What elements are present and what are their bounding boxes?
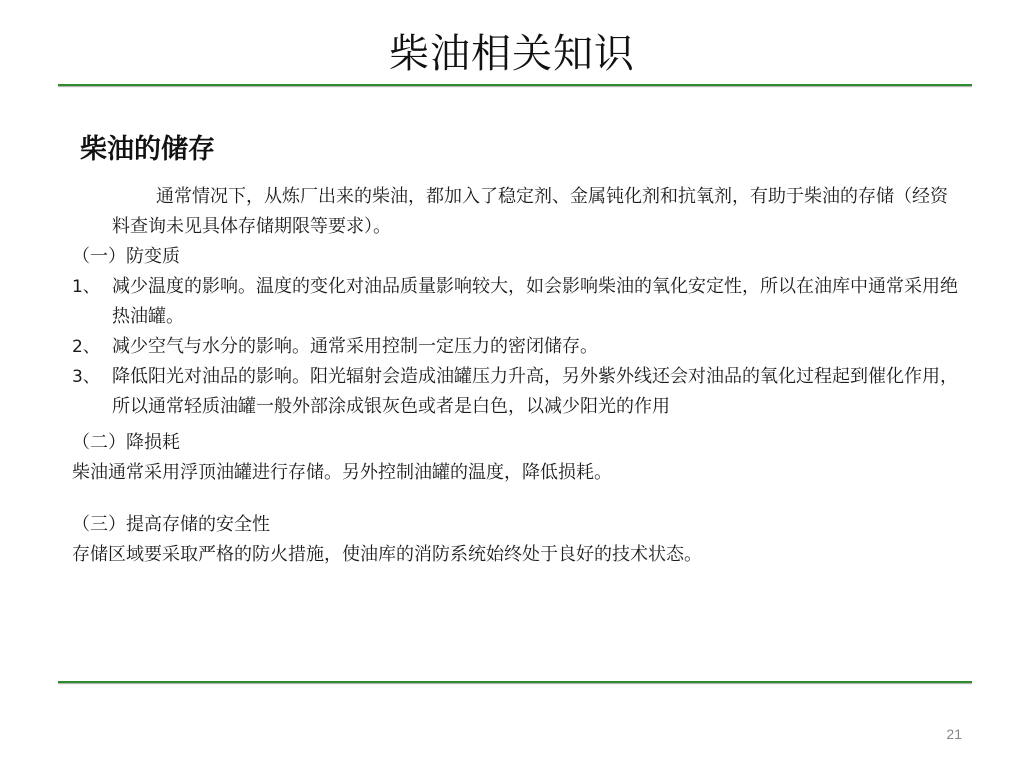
list-item-number: 2、	[72, 337, 100, 357]
page-number: 21	[946, 726, 962, 742]
list-item-text: 减少温度的影响。温度的变化对油品质量影响较大，如会影响柴油的氧化安定性，所以在油库中通常采用绝热油罐。	[112, 276, 958, 327]
list-item	[72, 332, 962, 362]
list-item-number: 3、	[72, 367, 100, 387]
list-item-text: 减少空气与水分的影响。通常采用控制一定压力的密闭储存。	[112, 336, 598, 357]
list-item	[72, 362, 962, 422]
list-item	[72, 272, 962, 332]
slide-title: 柴油相关知识	[389, 31, 635, 77]
list-item-number: 1、	[72, 277, 100, 297]
top-divider	[58, 84, 972, 86]
slide-body	[72, 182, 962, 570]
part3-text: 存储区域要采取严格的防火措施，使油库的消防系统始终处于良好的技术状态。	[72, 544, 702, 565]
section-heading: 柴油的储存	[80, 134, 215, 165]
part3-heading: （三）提高存储的安全性	[72, 514, 270, 535]
intro-paragraph: 通常情况下，从炼厂出来的柴油，都加入了稳定剂、金属钝化剂和抗氧剂，有助于柴油的存储（经资料查询未见具体存储期限等要求）。	[112, 186, 948, 237]
part2-heading: （二）降损耗	[72, 432, 180, 453]
part2-text: 柴油通常采用浮顶油罐进行存储。另外控制油罐的温度，降低损耗。	[72, 462, 612, 483]
part1-heading: （一）防变质	[72, 246, 180, 267]
spacer	[72, 488, 962, 510]
bottom-divider	[58, 681, 972, 683]
list-item-text: 降低阳光对油品的影响。阳光辐射会造成油罐压力升高，另外紫外线还会对油品的氧化过程起到催化作用，所以通常轻质油罐一般外部涂成银灰色或者是白色，以减少阳光的作用	[112, 366, 958, 417]
